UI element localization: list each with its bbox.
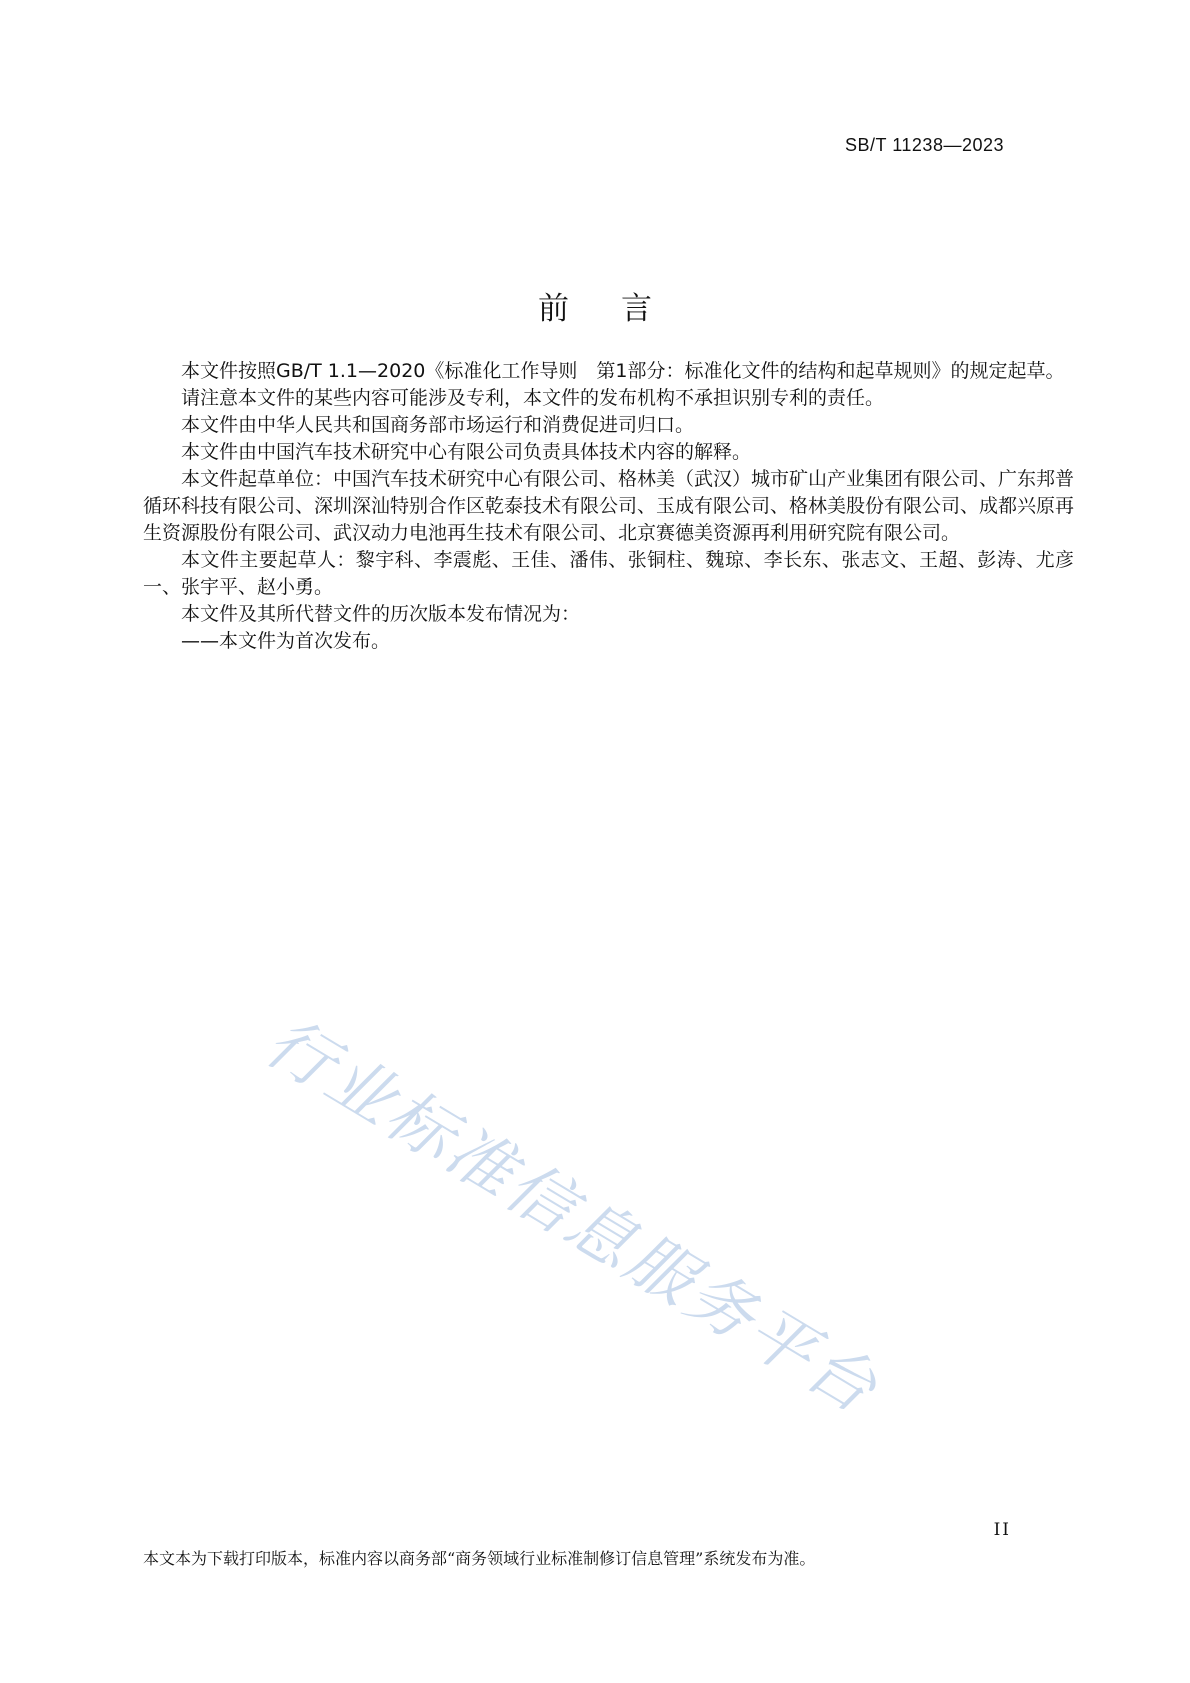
paragraph-drafting-units: 本文件起草单位：中国汽车技术研究中心有限公司、格林美（武汉）城市矿山产业集团有限公司、广东邦普循环科技有限公司、深圳深汕特别合作区乾泰技术有限公司、玉成有限公司、格林美股份有限公司、成都兴原再生资源股份有限公司、武汉动力电池再生技术有限公司、北京赛德美资源再利用研究院有限公司。 <box>143 468 1075 544</box>
footer-note: 本文本为下载打印版本，标准内容以商务部“商务领域行业标准制修订信息管理”系统发布为准。 <box>143 1549 816 1568</box>
foreword-body <box>143 358 1074 655</box>
paragraph-drafting-rules: 本文件按照GB/T 1.1—2020《标准化工作导则 第1部分：标准化文件的结构和起草规则》的规定起草。 <box>181 360 1065 382</box>
page-title: 前言 <box>538 291 704 327</box>
paragraph-drafters: 本文件主要起草人：黎宇科、李震彪、王佳、潘伟、张铜柱、魏琼、李长东、张志文、王超、彭涛、尤彦一、张宇平、赵小勇。 <box>143 549 1074 598</box>
watermark: 行业标准信息服务平台 <box>252 1002 893 1430</box>
standard-code: SB/T 11238—2023 <box>845 135 1004 155</box>
paragraph-responsible-department: 本文件由中华人民共和国商务部市场运行和消费促进司归口。 <box>181 414 695 436</box>
page-number: II <box>993 1520 1011 1540</box>
paragraph-first-release: ——本文件为首次发布。 <box>181 630 391 652</box>
paragraph-version-history: 本文件及其所代替文件的历次版本发布情况为： <box>181 603 581 625</box>
paragraph-patent-notice: 请注意本文件的某些内容可能涉及专利，本文件的发布机构不承担识别专利的责任。 <box>181 387 885 409</box>
paragraph-interpretation: 本文件由中国汽车技术研究中心有限公司负责具体技术内容的解释。 <box>181 441 752 463</box>
